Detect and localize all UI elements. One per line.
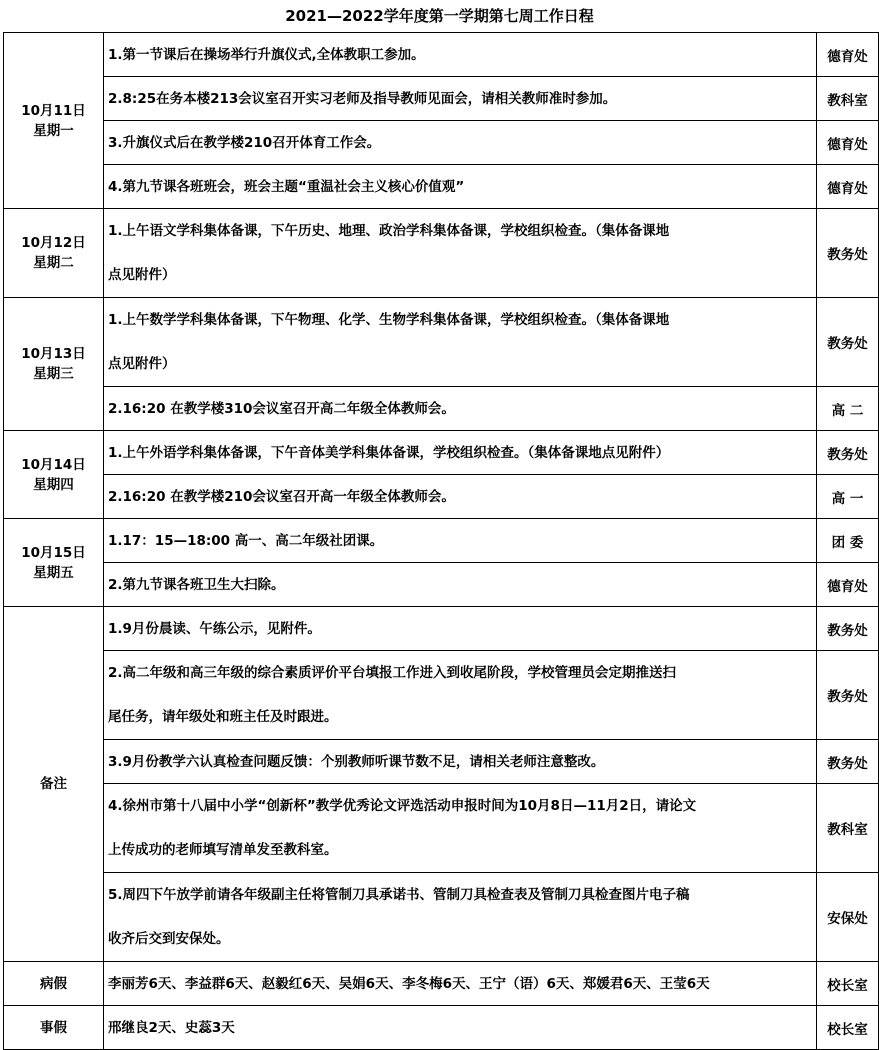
dept-cell: 教务处 bbox=[817, 607, 879, 651]
table-row bbox=[4, 431, 879, 475]
table-row bbox=[4, 387, 879, 431]
notes-label: 备注 bbox=[4, 607, 104, 962]
dept-cell: 德育处 bbox=[817, 165, 879, 209]
table-row bbox=[4, 651, 879, 740]
note-text: 3.9月份教学六认真检查问题反馈：个别教师听课节数不足，请相关老师注意整改。 bbox=[108, 753, 605, 770]
note-cell bbox=[104, 607, 817, 651]
day-date: 10月12日 bbox=[21, 235, 86, 251]
note-cell bbox=[104, 873, 817, 962]
day-weekday: 星期三 bbox=[33, 366, 74, 382]
table-row bbox=[4, 77, 879, 121]
note-text: 收齐后交到安保处。 bbox=[108, 931, 230, 947]
dept-cell: 教务处 bbox=[817, 298, 879, 387]
task-text: 点见附件） bbox=[108, 267, 176, 283]
note-text: 4.徐州市第十八届中小学“创新杯”教学优秀论文评选活动申报时间为10月8日—11月2日，请论文 bbox=[108, 798, 697, 814]
task-cell bbox=[104, 519, 817, 563]
note-text: 上传成功的老师填写清单发至教科室。 bbox=[108, 842, 338, 858]
task-cell bbox=[104, 387, 817, 431]
table-row bbox=[4, 298, 879, 387]
task-cell bbox=[104, 121, 817, 165]
day-cell-friday bbox=[4, 519, 104, 607]
task-cell bbox=[104, 77, 817, 121]
task-cell bbox=[104, 431, 817, 475]
task-cell bbox=[104, 563, 817, 607]
page-title: 2021—2022学年度第一学期第七周工作日程 bbox=[285, 7, 594, 25]
day-date: 10月15日 bbox=[21, 544, 86, 561]
personal-leave-content: 邢继良2天、史蕊3天 bbox=[104, 1006, 817, 1050]
day-date: 10月11日 bbox=[21, 102, 86, 119]
note-cell bbox=[104, 784, 817, 873]
personal-leave-label: 事假 bbox=[4, 1006, 104, 1050]
task-text: 2.第九节课各班卫生大扫除。 bbox=[108, 576, 285, 593]
dept-cell: 教科室 bbox=[817, 784, 879, 873]
task-text: 1.17：15—18:00 高一、高二年级社团课。 bbox=[108, 532, 384, 549]
day-weekday: 星期一 bbox=[33, 122, 74, 139]
day-cell-thursday bbox=[4, 431, 104, 519]
day-cell-tuesday bbox=[4, 209, 104, 298]
table-row bbox=[4, 121, 879, 165]
note-cell bbox=[104, 651, 817, 740]
table-row bbox=[4, 740, 879, 784]
dept-cell: 教务处 bbox=[817, 651, 879, 740]
day-date: 10月14日 bbox=[21, 456, 86, 473]
table-row bbox=[4, 1006, 879, 1050]
dept-cell: 高 一 bbox=[817, 475, 879, 519]
dept-cell: 德育处 bbox=[817, 563, 879, 607]
table-row bbox=[4, 784, 879, 873]
dept-cell: 团 委 bbox=[817, 519, 879, 563]
task-cell bbox=[104, 475, 817, 519]
dept-cell: 教务处 bbox=[817, 209, 879, 298]
task-text: 点见附件） bbox=[108, 356, 176, 372]
task-text: 2.16:20 在教学楼310会议室召开高二年级全体教师会。 bbox=[108, 400, 455, 417]
dept-cell: 教务处 bbox=[817, 740, 879, 784]
dept-cell: 教科室 bbox=[817, 77, 879, 121]
note-cell bbox=[104, 740, 817, 784]
dept-cell: 高 二 bbox=[817, 387, 879, 431]
task-text: 2.16:20 在教学楼210会议室召开高一年级全体教师会。 bbox=[108, 488, 455, 505]
sick-leave-label: 病假 bbox=[4, 962, 104, 1006]
day-cell-wednesday bbox=[4, 298, 104, 431]
sick-leave-content: 李丽芳6天、李益群6天、赵毅红6天、吴娟6天、李冬梅6天、王宁（语）6天、郑媛君6天、王莹6天 bbox=[104, 962, 817, 1006]
table-row bbox=[4, 475, 879, 519]
dept-cell: 德育处 bbox=[817, 121, 879, 165]
table-row bbox=[4, 563, 879, 607]
task-text: 1.第一节课后在操场举行升旗仪式,全体教职工参加。 bbox=[108, 46, 425, 63]
note-text: 1.9月份晨读、午练公示，见附件。 bbox=[108, 620, 321, 637]
day-weekday: 星期二 bbox=[33, 255, 74, 271]
task-cell bbox=[104, 209, 817, 298]
task-cell bbox=[104, 33, 817, 77]
schedule-table bbox=[3, 32, 879, 1050]
dept-cell: 德育处 bbox=[817, 33, 879, 77]
task-text: 2.8:25在务本楼213会议室召开实习老师及指导教师见面会，请相关教师准时参加。 bbox=[108, 90, 617, 107]
table-row bbox=[4, 962, 879, 1006]
day-weekday: 星期五 bbox=[33, 564, 74, 581]
dept-cell: 安保处 bbox=[817, 873, 879, 962]
table-row bbox=[4, 873, 879, 962]
dept-cell: 校长室 bbox=[817, 1006, 879, 1050]
day-weekday: 星期四 bbox=[33, 476, 74, 493]
task-text: 3.升旗仪式后在教学楼210召开体育工作会。 bbox=[108, 134, 381, 151]
day-date: 10月13日 bbox=[21, 346, 86, 362]
table-row bbox=[4, 209, 879, 298]
task-text: 4.第九节课各班班会，班会主题“重温社会主义核心价值观” bbox=[108, 178, 465, 195]
note-text: 2.高二年级和高三年级的综合素质评价平台填报工作进入到收尾阶段，学校管理员会定期推送扫 bbox=[108, 665, 677, 681]
task-text: 1.上午外语学科集体备课，下午音体美学科集体备课，学校组织检查。（集体备课地点见附件） bbox=[108, 444, 670, 461]
table-row bbox=[4, 165, 879, 209]
dept-cell: 校长室 bbox=[817, 962, 879, 1006]
note-text: 5.周四下午放学前请各年级副主任将管制刀具承诺书、管制刀具检查表及管制刀具检查图片电子稿 bbox=[108, 887, 690, 903]
day-cell-monday bbox=[4, 33, 104, 209]
dept-cell: 教务处 bbox=[817, 431, 879, 475]
note-text: 尾任务，请年级处和班主任及时跟进。 bbox=[108, 709, 338, 725]
task-cell bbox=[104, 298, 817, 387]
table-row bbox=[4, 33, 879, 77]
table-row bbox=[4, 607, 879, 651]
task-text: 1.上午数学学科集体备课，下午物理、化学、生物学科集体备课，学校组织检查。（集体备课地 bbox=[108, 312, 670, 328]
task-cell bbox=[104, 165, 817, 209]
task-text: 1.上午语文学科集体备课，下午历史、地理、政治学科集体备课，学校组织检查。（集体备课地 bbox=[108, 223, 670, 239]
table-row bbox=[4, 519, 879, 563]
